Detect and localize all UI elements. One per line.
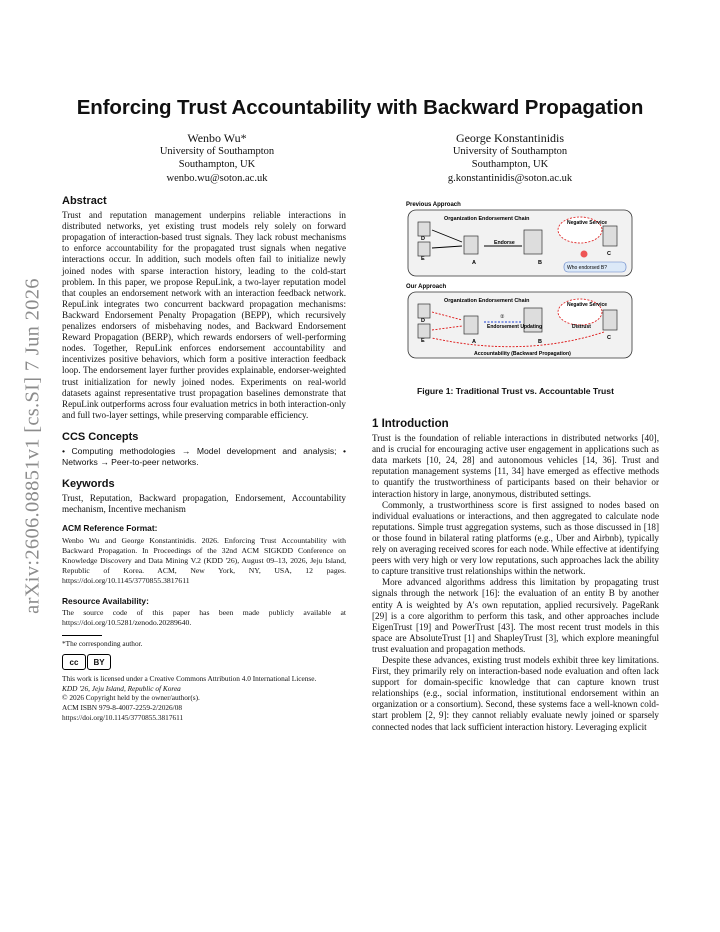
cc-license-badge[interactable] xyxy=(62,654,346,670)
fig-previous-label: Previous Approach xyxy=(406,202,461,208)
fig-negative-service: Negative Service xyxy=(567,220,608,226)
fig-node-a: A xyxy=(472,260,476,266)
figure-caption: Figure 1: Traditional Trust vs. Accountable Trust xyxy=(417,386,614,396)
author-affiliation: University of Southampton xyxy=(452,146,568,157)
fig-node-d: D xyxy=(421,236,425,242)
author-email: g.konstantinidis@soton.ac.uk xyxy=(447,172,573,184)
fig-negative-service: Negative Service xyxy=(567,302,608,308)
arxiv-sidebar-stamp xyxy=(22,236,44,656)
intro-paragraph: Despite these advances, existing trust models exhibit three key limitations. First, they primarily rely on interaction-based node evaluation and often lack support for domain-specific knowledge that can capture known trust relationships (e.g., social information, institutional endorsement within an organization or a consortium). Second, these systems face a well-known cold-start problem [2, 9]: they cannot reliably evaluate newly joined or sparsely connected nodes that lack sufficient interaction history. Leveraging explicit xyxy=(372,654,659,732)
fig-distrust: Distrust xyxy=(572,324,591,330)
acm-ref-text: Wenbo Wu and George Konstantinidis. 2026. Enforcing Trust Accountability with Backward Propagation. In Proceedings of the 32nd ACM SIGKDD Conference on Knowledge Discovery and Data Mining V.2 (KDD '26), August 09–13, 2026, Jeju Island, Republic of Korea. ACM, New York, NY, USA, 12 pages. https://doi.org/10.1145/3770855.3817611 xyxy=(62,535,346,585)
resource-text: The source code of this paper has been made publicly available at https://doi.org/10.5281/zenodo.20289640. xyxy=(62,607,346,627)
author-location: Southampton, UK xyxy=(471,159,549,171)
by-icon: BY xyxy=(87,654,111,670)
license-line: KDD '26, Jeju Island, Republic of Korea xyxy=(62,683,181,693)
author-name: George Konstantinidis xyxy=(455,131,565,145)
fig-node-c: C xyxy=(607,251,611,257)
intro-paragraph: Commonly, a trustworthiness score is first assigned to nodes based on individual evaluations or interactions, and then aggregated to calculate node reputations. Simple trust aggregation systems, such as those discussed in [18] or those found in bilateral rating platforms (e.g., Uber and Airbnb), typically rely on averaging received scores for each node. While effective at identifying peers with very high or very low reputations, such approaches lack the ability to capture transitive trust relationships within the network. xyxy=(372,499,659,577)
arxiv-id: arXiv:2606.08851v1 [cs.SI] 7 Jun 2026 xyxy=(21,278,44,614)
intro-paragraph: More advanced algorithms address this limitation by propagating trust signals through the network [16]: the evaluation of an entity B by another entity A is weighted by A's own reputation, applied recursively. PageRank [29] is a core algorithm to perform this task, and other approaches include EigenTrust [19] and PowerTrust [43]. The most recent trust models in this space are AbsoluteTrust [1] and ShapleyTrust [3], which explore meaningful trust evaluation and propagation methods. xyxy=(372,577,659,654)
author-block-1 xyxy=(87,131,347,185)
right-column xyxy=(372,419,659,733)
fig-node-d: D xyxy=(421,318,425,324)
fig-node-a: A xyxy=(472,339,476,345)
fig-accountability: Accountability (Backward Propagation) xyxy=(474,351,571,357)
author-name: Wenbo Wu* xyxy=(187,131,247,145)
fig-endorsement-updating: Endorsement Updating xyxy=(487,324,543,330)
author-location: Southampton, UK xyxy=(178,159,256,171)
fig-node-c: C xyxy=(607,335,611,341)
abstract-text: Trust and reputation management underpins reliable interactions in distributed networks, yet existing trust models rely solely on forward propagation of interaction-based trust signals. They lack robust mechanisms to enforce accountability for the propagated trust signals when negative interactions occur. In addition, such models often fail to initialize newly joined nodes with sparse interaction history, leading to the cold-start problem. In this paper, we propose RepuLink, a two-layer reputation model that couples an endorsement network with an interaction feedback network. RepuLink integrates two concurrent backward propagation mechanisms: Backward Endorsement Penalty Propagation (BEPP), which recursively penalizes endorsers of misbehaving nodes, and Backward Endorsement Reward Propagation (BERP), which rewards endorsers of well-performing nodes. Together, RepuLink enforces endorsement accountability and incentivizes positive behaviors, which form a positive interaction feedback loop. The endorsement layer further provides explainable, endorser-weighted trust initialization for newly joined nodes. Experiments on real-world datasets against representative trust propagation baselines demonstrate that RepuLink outperforms across four evaluation metrics in both interaction-only and full two-layer settings, while preserving comparable efficiency. xyxy=(62,210,346,420)
fig-our-label: Our Approach xyxy=(406,284,447,290)
license-line: This work is licensed under a Creative Commons Attribution 4.0 International License. xyxy=(62,674,317,684)
ccs-heading: CCS Concepts xyxy=(62,430,139,443)
ccs-text: • Computing methodologies → Model development and analysis; • Networks → Peer-to-peer networks. xyxy=(62,445,346,468)
figure-1 xyxy=(404,200,636,378)
author-block-2 xyxy=(380,131,640,185)
fig-node-b: B xyxy=(538,339,542,345)
cc-icon: cc xyxy=(62,654,86,670)
abstract-heading: Abstract xyxy=(62,195,107,207)
fig-node-e: E xyxy=(421,256,425,262)
fig-chain-label: Organization Endorsement Chain xyxy=(444,216,530,222)
license-line: ACM ISBN 979-8-4007-2259-2/2026/08 xyxy=(62,703,182,712)
footnote-rule xyxy=(62,635,102,636)
license-line: © 2026 Copyright held by the owner/author(s). xyxy=(62,693,200,703)
angry-face-icon xyxy=(581,251,588,258)
keywords-text: Trust, Reputation, Backward propagation, Endorsement, Accountability mechanism, Incentive mechanism xyxy=(62,493,346,515)
fig-step-2: ② xyxy=(500,314,505,320)
figure-diagram xyxy=(404,200,636,378)
fig-endorse-label: Endorse xyxy=(494,240,515,246)
fig-node-e: E xyxy=(421,338,425,344)
license-doi-link[interactable]: https://doi.org/10.1145/3770855.3817611 xyxy=(62,712,184,722)
fig-who-endorsed: Who endorsed B? xyxy=(567,265,608,271)
author-email: wenbo.wu@soton.ac.uk xyxy=(166,172,268,184)
paper-title: Enforcing Trust Accountability with Backward Propagation xyxy=(76,96,644,119)
fig-chain-label: Organization Endorsement Chain xyxy=(444,298,530,304)
intro-paragraph: Trust is the foundation of reliable interactions in distributed networks [40], and is crucial for encouraging active user engagement in applications such as data markets [10, 24, 28] and autonomous vehicles [14, 36]. Trust and reputation management systems [11, 34] have emerged as effective methods to quantify the trustworthiness of participants based on their behavior or interaction history in large, anonymous, distributed settings. xyxy=(372,433,659,499)
resource-heading: Resource Availability: xyxy=(62,595,149,606)
author-affiliation: University of Southampton xyxy=(159,146,275,157)
acm-ref-heading: ACM Reference Format: xyxy=(62,523,158,534)
footnote: *The corresponding author. xyxy=(62,638,143,648)
left-column xyxy=(62,196,346,722)
fig-node-b: B xyxy=(538,260,542,266)
intro-heading: 1 Introduction xyxy=(372,418,449,430)
keywords-heading: Keywords xyxy=(62,478,115,491)
